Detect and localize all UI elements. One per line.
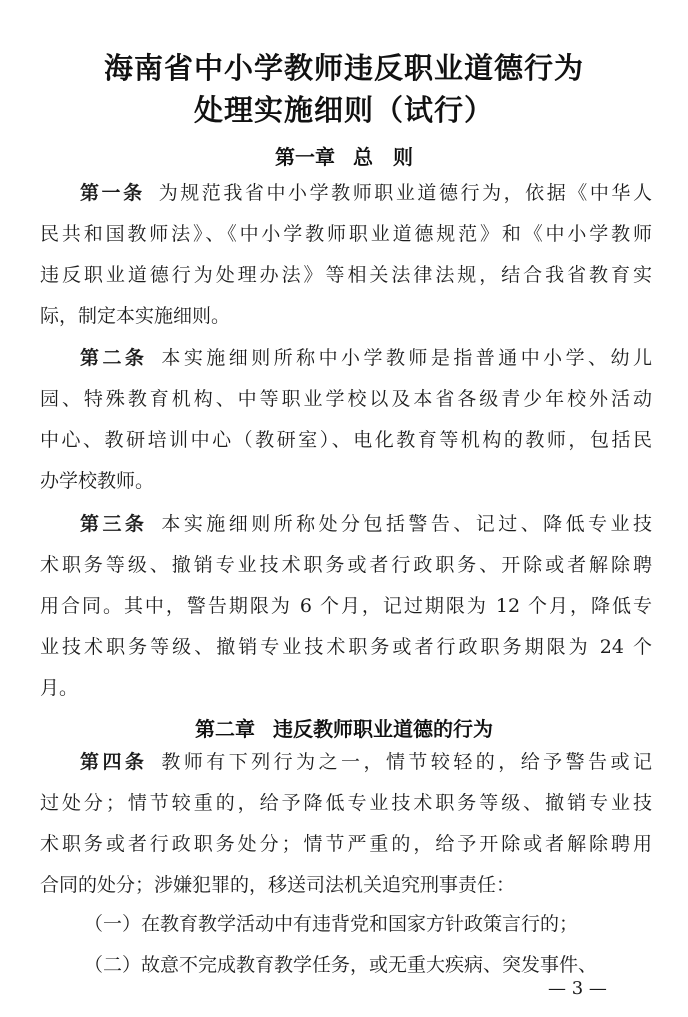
- article-1-line-4: 际，制定本实施细则。: [40, 305, 231, 327]
- article-2-line-1: [80, 346, 652, 370]
- article-3-line-5: 月。: [40, 677, 79, 699]
- article-4-label: 第四条: [80, 751, 148, 773]
- article-4-line-4: 合同的处分；涉嫌犯罪的，移送司法机关追究刑事责任：: [40, 874, 516, 896]
- article-1-text-1: 为规范我省中小学教师职业道德行为，依据《中华人: [158, 182, 652, 204]
- article-1-line-2: 民共和国教师法》、《中小学教师职业道德规范》和《中小学教师: [40, 223, 652, 245]
- article-4-line-2: 过处分；情节较重的，给予降低专业技术职务等级、撤销专业技: [40, 792, 652, 814]
- article-1-line-1: [80, 181, 652, 205]
- chapter-2-name: 违反教师职业道德的行为: [273, 717, 493, 741]
- chapter-1-number: 第一章: [275, 145, 335, 169]
- document-title-line-1: 海南省中小学教师违反职业道德行为: [103, 51, 584, 85]
- article-2-label: 第二条: [80, 347, 148, 369]
- article-4-line-1: [80, 750, 652, 774]
- article-3-label: 第三条: [80, 513, 148, 535]
- article-2-line-2: 园、特殊教育机构、中等职业学校以及本省各级青少年校外活动: [40, 388, 652, 410]
- article-1-line-3: 违反职业道德行为处理办法》等相关法律法规，结合我省教育实: [40, 264, 652, 286]
- chapter-2-number: 第二章: [195, 717, 255, 741]
- article-2-line-3: 中心、教研培训中心（教研室）、电化教育等机构的教师，包括民: [40, 429, 652, 451]
- article-3-text-1: 本实施细则所称处分包括警告、记过、降低专业技: [161, 513, 652, 535]
- page-number: — 3 —: [548, 978, 607, 999]
- article-2-text-1: 本实施细则所称中小学教师是指普通中小学、幼儿: [161, 347, 652, 369]
- article-4-item-1: （一）在教育教学活动中有违背党和国家方针政策言行的；: [84, 913, 579, 935]
- article-3-line-2: 术职务等级、撤销专业技术职务或者行政职务、开除或者解除聘: [40, 554, 652, 576]
- article-2-line-4: 办学校教师。: [40, 470, 155, 492]
- article-4-line-3: 术职务或者行政职务处分；情节严重的，给予开除或者解除聘用: [40, 833, 652, 855]
- chapter-1-name: 总 则: [353, 145, 413, 169]
- article-3-line-1: [80, 512, 652, 536]
- article-1-label: 第一条: [80, 182, 145, 204]
- article-4-item-2: （二）故意不完成教育教学任务，或无重大疾病、突发事件、: [84, 954, 598, 976]
- chapter-1-heading: [0, 141, 688, 170]
- article-3-line-3: 用合同。其中，警告期限为 6 个月，记过期限为 12 个月，降低专: [40, 595, 652, 617]
- document-title-line-2: 处理实施细则（试行）: [193, 93, 494, 127]
- chapter-2-heading: [0, 713, 688, 742]
- article-3-line-4: 业技术职务等级、撤销专业技术职务或者行政职务期限为 24 个: [40, 636, 652, 658]
- article-4-text-1: 教师有下列行为之一，情节较轻的，给予警告或记: [161, 751, 652, 773]
